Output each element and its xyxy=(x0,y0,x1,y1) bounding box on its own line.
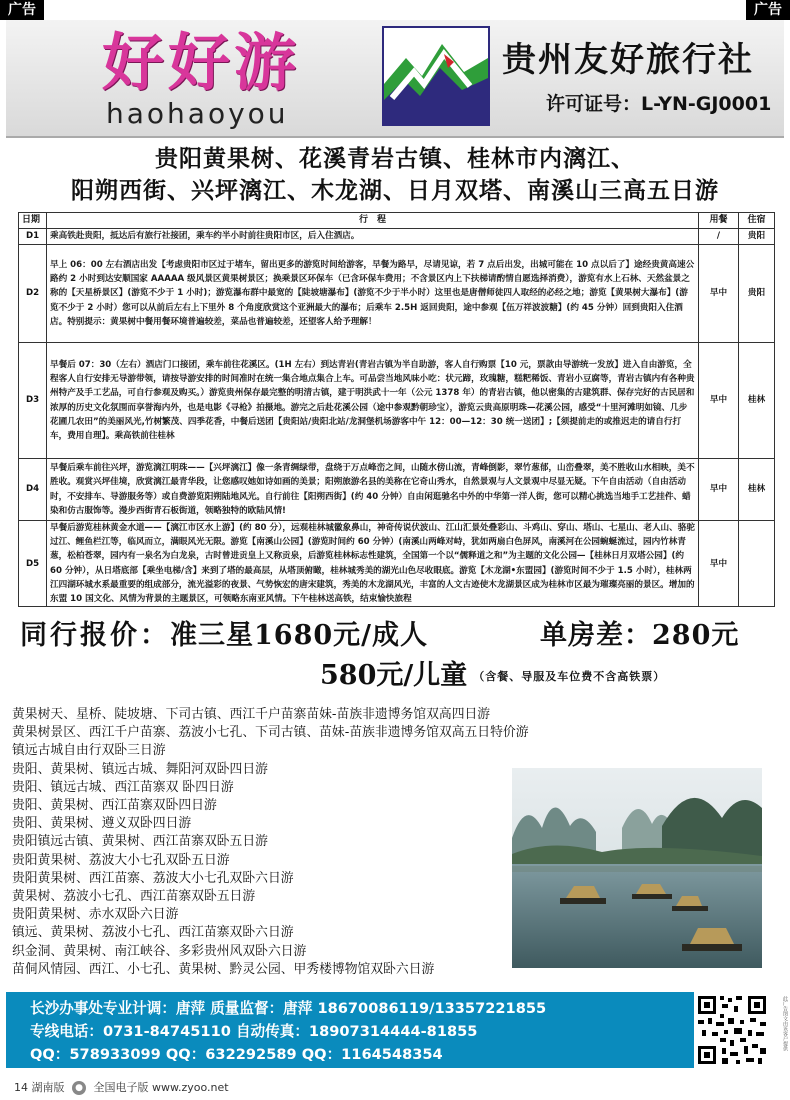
tour-title-line-2: 阳朔西街、兴坪漓江、木龙湖、日月双塔、南溪山三高五日游 xyxy=(71,177,719,204)
price-line-child xyxy=(320,656,665,697)
list-item: 贵阳、镇远古城、西江苗寨双 卧四日游 xyxy=(12,779,234,795)
list-item: 镇远古城自由行双卧三日游 xyxy=(12,743,166,759)
stay-cell: 贵阳 xyxy=(739,229,775,245)
list-item: 贵阳黄果树、荔波大小七孔双卧五日游 xyxy=(12,852,230,868)
price-child: 580元/儿童 xyxy=(320,660,468,691)
page-footer xyxy=(14,1080,229,1096)
day-cell: D3 xyxy=(19,343,47,459)
agency-logo-icon xyxy=(382,26,490,126)
tour-title xyxy=(6,144,784,206)
list-item: 苗侗风情园、西江、小七孔、黄果树、黔灵公园、甲秀楼博物馆双卧六日游 xyxy=(12,961,435,977)
top-bar xyxy=(0,0,790,20)
header-day: 日期 xyxy=(19,213,47,229)
list-item: 贵阳、黄果树、遵义双卧四日游 xyxy=(12,816,192,832)
side-note: 此广告图文由该客户提供 xyxy=(782,996,788,1051)
list-item: 贵阳黄果树、西江苗寨、荔波大小七孔双卧六日游 xyxy=(12,870,294,886)
contact-line-2: 专线电话：0731-84745110 自动传真：18907314444-81855 xyxy=(30,1023,478,1040)
itinerary-header-row xyxy=(19,213,775,229)
list-item: 贵阳黄果树、赤水双卧六日游 xyxy=(12,907,179,923)
meal-cell: 早中 xyxy=(699,459,739,521)
table-row xyxy=(19,343,775,459)
stay-cell xyxy=(739,521,775,607)
trip-cell: 早餐后 07：30（左右）酒店门口接团，乘车前往花溪区。(1H 左右）到达青岩(青岩古镇为半自助游，客人自行购票【10 元，票款由导游统一发放】进入自由游览，全程客人自行安排无导游带领，请按导游安排的时间准时在统一集合地点集合上车。可品尝当地风味小吃：状元蹄，玫瑰糖，糕粑稀饭、青岩小豆腐等，青岩古镇内有各种贵州特产及手工艺品，可自行参观及购买。）游览贵州保存最完整的明清古镇，建于明洪武十一年（公元 1378 年）的青岩古镇，他以密集的古建筑群、保存完好的古民居和浓厚的历史文化氛围而享誉海内外，也是电影《寻枪》拍摄地。游完之后赴花溪公园（途中参观黔朝珍宝），游览云贵高原明珠—花溪公园，感受“十里河滩明如镜、几步花圃几农田”的美丽风光,竹树繁茂、四季花香，中餐后送团【贵阳站/贵阳北站/龙洞堡机场游客中午 12：00—12：30 统一送团】;【须提前走的或推迟走的请自行打车，费用自理】。乘高铁前往桂林 xyxy=(47,343,699,459)
tour-title-line-1: 贵阳黄果树、花溪青岩古镇、桂林市内漓江、 xyxy=(155,145,635,172)
table-row xyxy=(19,229,775,245)
price-label: 同行报价： xyxy=(20,620,170,651)
meal-cell: / xyxy=(699,229,739,245)
header-meal: 用餐 xyxy=(699,213,739,229)
table-row xyxy=(19,459,775,521)
brand-name-en: haohaoyou xyxy=(106,97,289,130)
contact-footer xyxy=(6,992,694,1068)
publication-logo-icon: ● xyxy=(72,1081,86,1095)
day-cell: D5 xyxy=(19,521,47,607)
stay-cell: 桂林 xyxy=(739,459,775,521)
price-single-supplement: 单房差：280元 xyxy=(540,620,740,651)
itinerary-table xyxy=(18,212,775,607)
price-adult: 准三星1680元/成人 xyxy=(170,620,429,651)
list-item: 贵阳、黄果树、西江苗寨双卧四日游 xyxy=(12,798,217,814)
trip-cell: 早上 06：00 左右酒店出发【考虑贵阳市区过于堵车，留出更多的游览时间给游客，早餐为路早，尽请见谅，若 7 点后出发，出城可能在 10 点以后了】途经贵黄高速公路约 2 小时到达安顺国家 AAAAA 级风景区黄果树景区；换乘景区环保车（已含环保车费用；不含景区内上下扶梯请酌情自愿选择消费），游览有水上石林、天然盆景之称的【天星桥景区】(游览不少于 1 小时)；游览瀑布群中最宽的【陡坡塘瀑布】(游览不少于半小时）这里也是唐僧师徒四人取经的必经之地；游览【黄果树大瀑布】(游览不少于 2 小时）您可以从前后左右上下里外 8 个角度欣赏这个亚洲最大的瀑布；后乘车 2.5H 返回贵阳，途中参观【伍万祥波波糖】(约 45 分钟）回到贵阳入住酒店。特别提示：黄果树中餐用餐环境普遍较差，菜品也普遍较差，还望客人给予理解！ xyxy=(47,245,699,343)
trip-cell: 乘高铁赴贵阳，抵达后有旅行社接团，乘车约半小时前往贵阳市区，后入住酒店。 xyxy=(47,229,699,245)
header-trip: 行 程 xyxy=(47,213,699,229)
ad-tag-left: 广告 xyxy=(0,0,44,20)
ad-tag-right: 广告 xyxy=(746,0,790,20)
meal-cell: 早中 xyxy=(699,245,739,343)
contact-line-3: QQ：578933099 QQ：632292589 QQ：1164548354 xyxy=(30,1046,443,1063)
price-line-adult xyxy=(20,616,780,656)
header-stay: 住宿 xyxy=(739,213,775,229)
list-item: 黄果树景区、西江千户苗寨、荔波小七孔、下司古镇、苗妹-苗族非遗博务馆双高五日特价游 xyxy=(12,725,529,741)
list-item: 织金洞、黄果树、南江峡谷、多彩贵州风双卧六日游 xyxy=(12,943,307,959)
page-number: 14 xyxy=(14,1081,28,1094)
edition-label: 湖南版 xyxy=(31,1081,65,1094)
list-item: 贵阳、黄果树、镇远古城、舞阳河双卧四日游 xyxy=(12,761,268,777)
list-item: 贵阳镇远古镇、黄果树、西江苗寨双卧五日游 xyxy=(12,834,268,850)
agency-name: 贵州友好旅行社 xyxy=(502,40,754,80)
meal-cell: 早中 xyxy=(699,521,739,607)
list-item: 黄果树天、星桥、陡坡塘、下司古镇、西江千户苗寨苗妹-苗族非遗博务馆双高四日游 xyxy=(12,707,491,722)
price-note: （含餐、导服及车位费不含高铁票） xyxy=(473,669,666,683)
site-label[interactable]: 全国电子版 www.zyoo.net xyxy=(93,1081,229,1094)
table-row xyxy=(19,521,775,607)
contact-line-1: 长沙办事处专业计调：唐萍 质量监督：唐萍 18670086119/13357221855 xyxy=(30,1000,547,1017)
day-cell: D2 xyxy=(19,245,47,343)
stay-cell: 桂林 xyxy=(739,343,775,459)
day-cell: D1 xyxy=(19,229,47,245)
stay-cell: 贵阳 xyxy=(739,245,775,343)
meal-cell: 早中 xyxy=(699,343,739,459)
brand-name-cn: 好好游 xyxy=(102,26,301,99)
list-item: 黄果树、荔波小七孔、西江苗寨双卧五日游 xyxy=(12,889,256,905)
li-river-photo xyxy=(512,768,762,968)
day-cell: D4 xyxy=(19,459,47,521)
license-number: 许可证号：L-YN-GJ0001 xyxy=(546,93,772,115)
qr-code-icon[interactable] xyxy=(694,992,770,1068)
header xyxy=(6,20,784,138)
list-item: 镇远、黄果树、荔波小七孔、西江苗寨双卧六日游 xyxy=(12,925,294,941)
table-row xyxy=(19,245,775,343)
route-list xyxy=(12,706,582,979)
trip-cell: 早餐后游览桂林黄金水道——【漓江市区水上游】(约 80 分），远观桂林城徽象鼻山，神奇传说伏波山、江山汇景处叠彩山、斗鸡山、穿山、塔山、七星山、老人山、骆驼过江、鲤鱼栏江等，临风而立，满眼风光无限。游览【南溪山公园】(游览时间约 60 分钟）(南溪山两峰对峙，犹如两扇白色屏风，南溪河在公园蜿蜒流过，园内竹林青葱，松柏苍翠，园内有一泉名为白龙泉，古时曾进贡皇上又称贡泉，后游览桂林标志性建筑，全国第一个以“儒释道之和”为主题的文化公园—【桂林日月双塔公园】(约 60 分钟），从日塔底部【乘坐电梯/含】来到了塔的最高层，从塔顶俯瞰，桂林城秀美的湖光山色尽收眼底。游览【木龙湖•东盟园】(游览时间不少于 1.5 小时），桂林两江四湖环城水系最重要的组成部分，流光溢彩的夜景、气势恢宏的唐宋建筑，秀美的木龙湖风光，丰富的人文古迹使木龙湖景区成为桂林市区最为璀璨亮丽的景区。增加的东盟 10 国文化、风情为背景的主题景区，可领略东南亚风情。下午桂林送高铁，结束愉快旅程 xyxy=(47,521,699,607)
trip-cell: 早餐后乘车前往兴坪，游览漓江明珠——【兴坪漓江】像一条青绸绿带，盘绕于万点峰峦之间，山随水傍山流，青峰倒影，翠竹葱郁，山峦叠翠，美不胜收山水相映，美不胜收。观赏兴坪佳境，欣赏漓江最青华段，让您感叹她如诗如画的美景；阳朔旅游名县的美称在它奇山秀水，自然景观与人文景观中尽显无疑。下午自由活动（自由活动时，不安排车、导游服务等）或自费游览阳朔陆地风光。自行前往【阳朔西街】(约 40 分钟）自由闲逛驰名中外的中华第一洋人街，您可以精心挑选当地手工艺挂件、蜡染和仿古服饰等。漫步西街青石板街道，领略独特的欧陆风情! xyxy=(47,459,699,521)
